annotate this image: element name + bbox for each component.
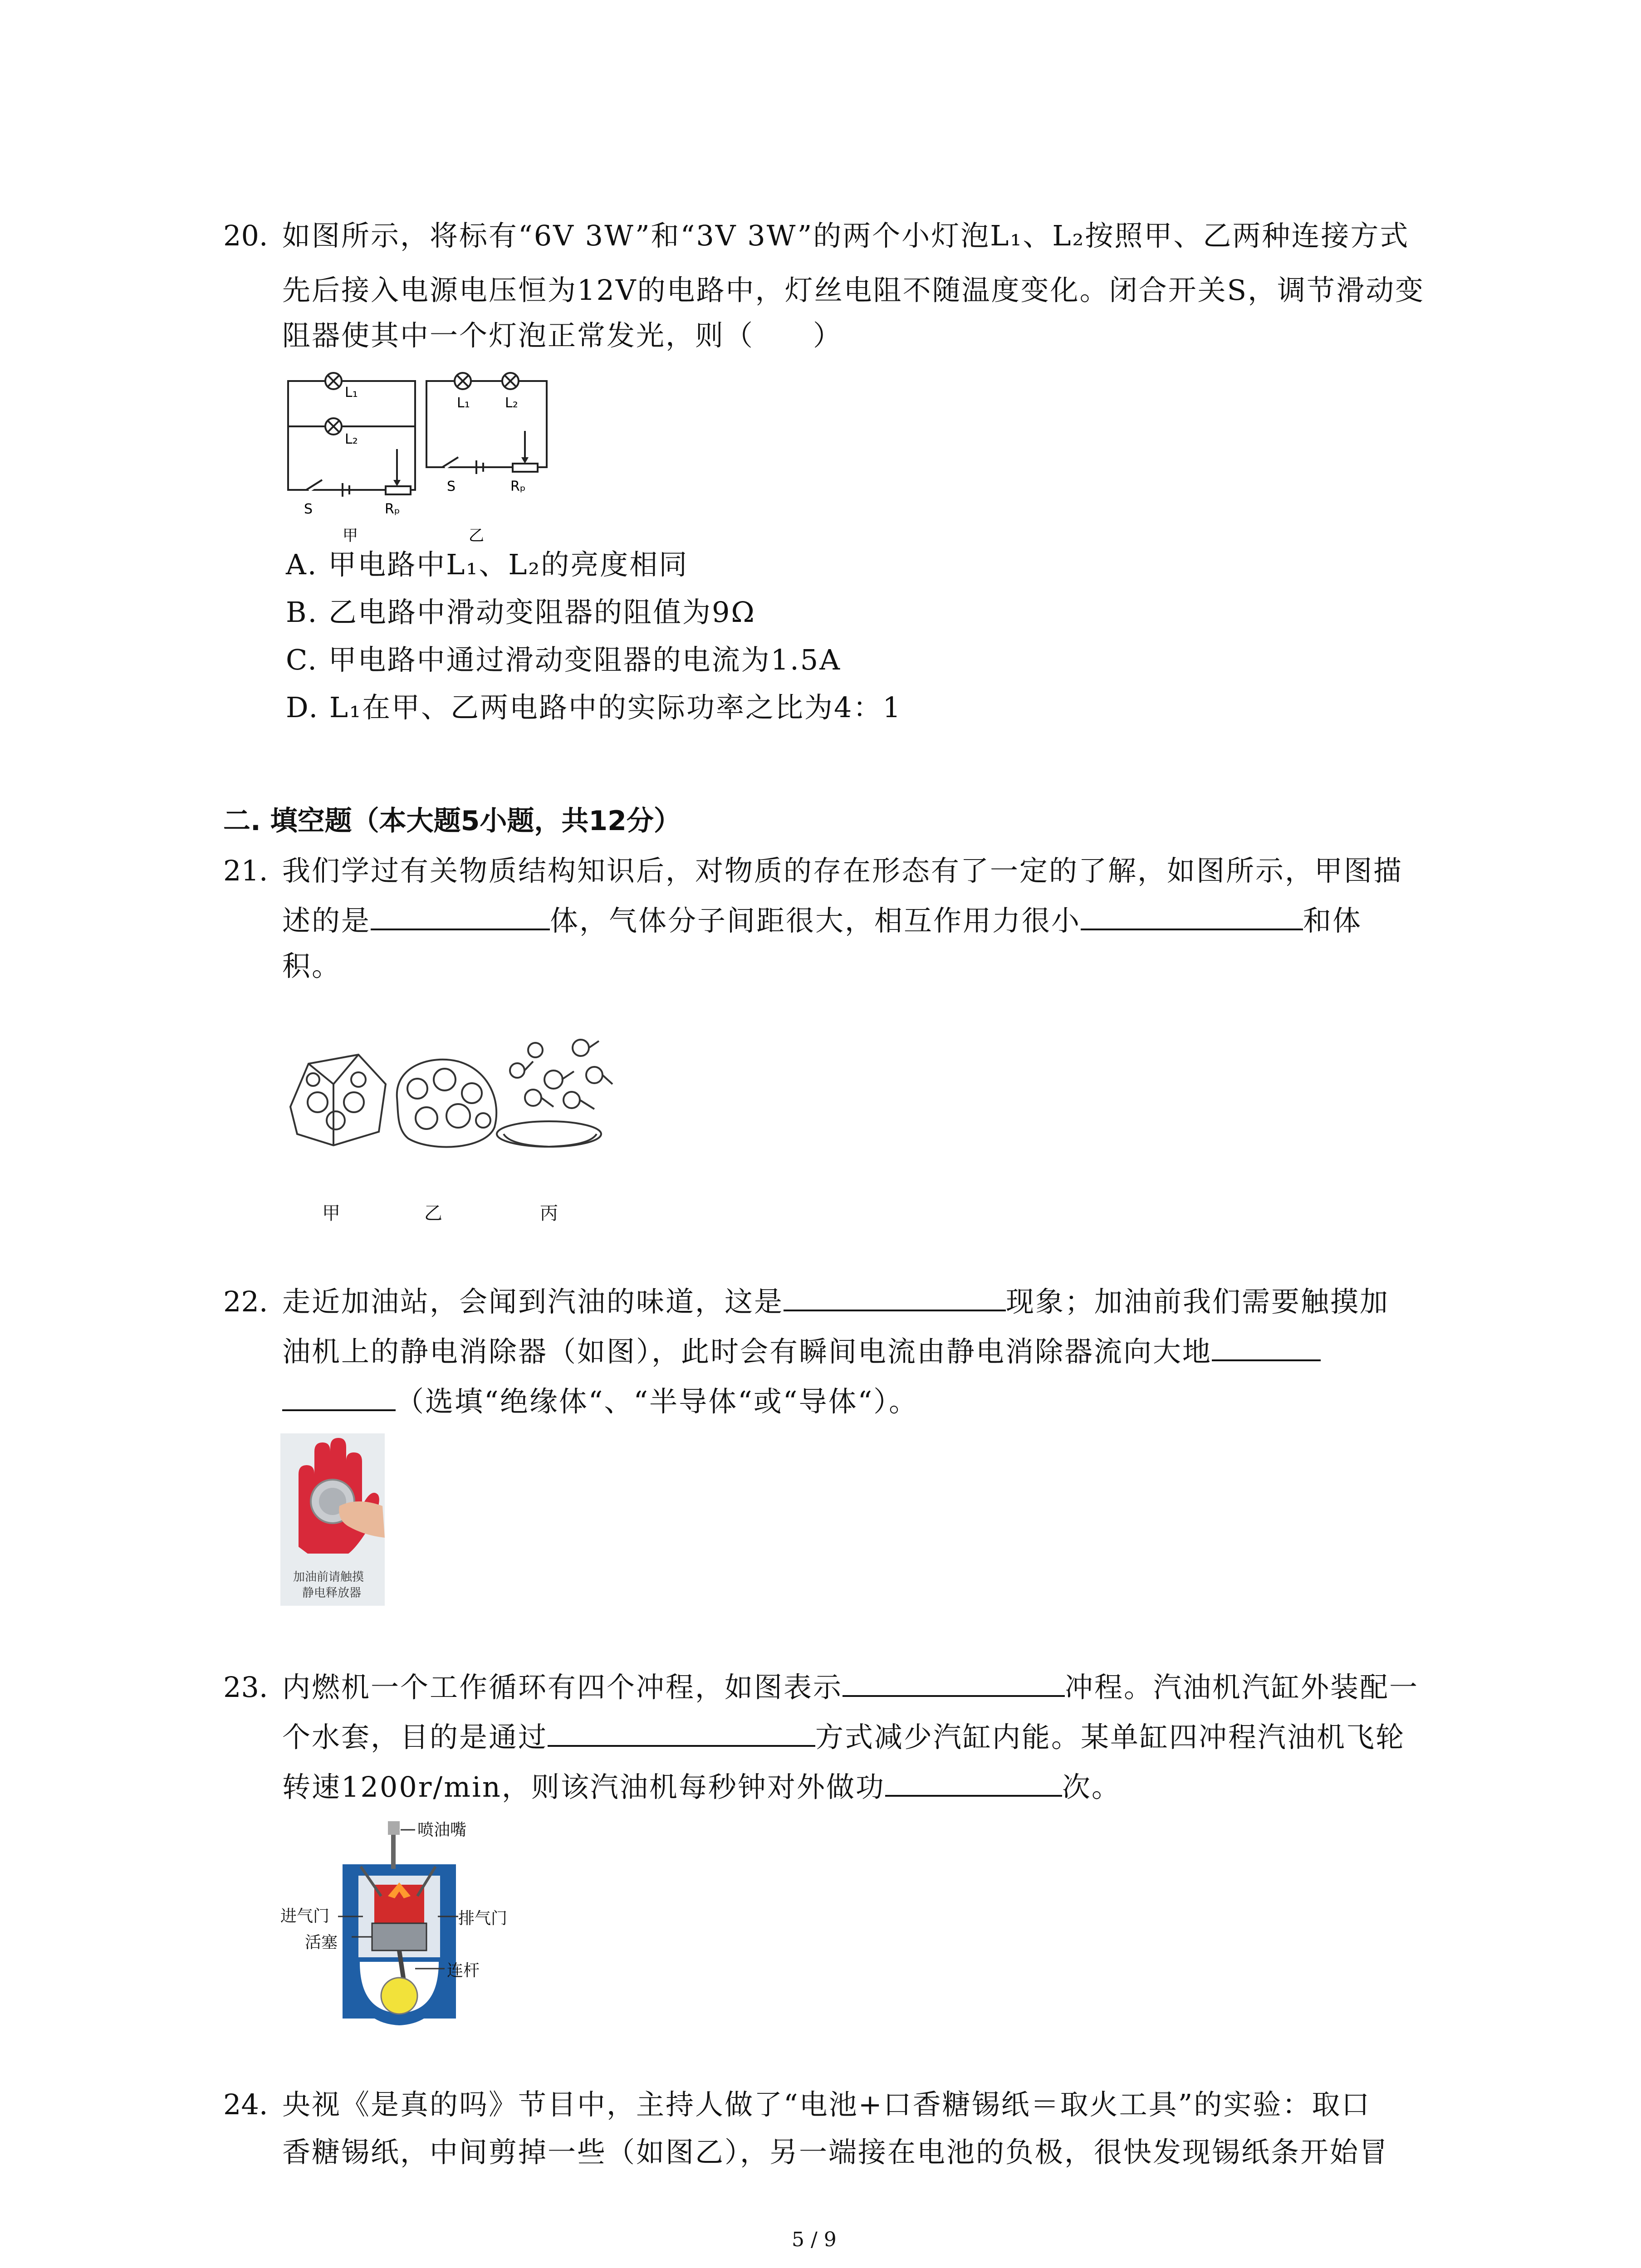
static-eliminator-photo — [280, 1433, 385, 1606]
engine-label-rod: 连杆 — [447, 1961, 480, 1980]
q22-line-2 — [282, 1334, 1321, 1370]
q23-line-3-a: 转速1200r/min，则该汽油机每秒钟对外做功 — [282, 1770, 885, 1804]
q23-line-2-b: 方式减少汽缸内能。某单缸四冲程汽油机飞轮 — [815, 1721, 1406, 1754]
q23-line-2 — [282, 1719, 1405, 1755]
q22-number: 22. — [223, 1285, 268, 1318]
q23-number: 23. — [223, 1671, 268, 1704]
q23-line-1 — [282, 1669, 1419, 1706]
q20-option-d: D. L₁在甲、乙两电路中的实际功率之比为4：1 — [286, 691, 902, 724]
q20-stem-line-3: 阻器使其中一个灯泡正常发光，则（ ） — [282, 319, 843, 352]
circuit-jia-caption: 甲 — [343, 527, 358, 544]
circuit-jia-s-label: S — [304, 501, 313, 517]
circuit-yi-s-label: S — [447, 479, 456, 494]
q24-line-2: 香糖锡纸，中间剪掉一些（如图乙），另一端接在电池的负极，很快发现锡纸条开始冒 — [282, 2136, 1389, 2169]
q21-line-2 — [282, 903, 1362, 939]
q23-line-1-b: 冲程。汽油机汽缸外装配一 — [1065, 1671, 1419, 1704]
q24-line-1: 央视《是真的吗》节目中，主持人做了“电池+口香糖锡纸＝取火工具”的实验：取口 — [282, 2088, 1371, 2121]
q20-stem-line-1: 如图所示，将标有“6V 3W”和“3V 3W”的两个小灯泡L₁、L₂按照甲、乙两种连接方式 — [282, 219, 1410, 252]
circuit-yi-caption: 乙 — [469, 527, 484, 544]
q22-line-1-a: 走近加油站，会闻到汽油的味道，这是 — [282, 1285, 784, 1318]
engine-label-nozzle: 喷油嘴 — [417, 1821, 467, 1839]
q23-line-3-b: 次。 — [1062, 1770, 1121, 1804]
q20-option-c: C. 甲电路中通过滑动变阻器的电流为1.5A — [286, 643, 842, 676]
q22-line-3-text: （选填“绝缘体“、“半导体“或“导体“）。 — [396, 1385, 919, 1418]
circuit-diagram-yi — [420, 372, 556, 544]
q22-line-1 — [282, 1284, 1389, 1320]
photo-text-line-1: 加油前请触摸 — [293, 1570, 364, 1584]
q22-answer-blank-2[interactable] — [1212, 1337, 1321, 1361]
circuit-jia-l1-label: L₁ — [345, 385, 358, 401]
q22-line-3 — [282, 1383, 918, 1420]
q23-answer-blank-1[interactable] — [843, 1672, 1065, 1697]
q23-line-1-a: 内燃机一个工作循环有四个冲程，如图表示 — [282, 1671, 843, 1704]
figure-caption-yi: 乙 — [424, 1203, 442, 1224]
page-number: 5 / 9 — [792, 2228, 837, 2251]
circuit-jia-l2-label: L₂ — [345, 431, 358, 447]
q20-option-b: B. 乙电路中滑动变阻器的阻值为9Ω — [286, 596, 756, 629]
q24-number: 24. — [223, 2088, 268, 2121]
q23-line-2-a: 个水套，目的是通过 — [282, 1721, 548, 1754]
q21-answer-blank-1[interactable] — [371, 906, 550, 930]
q22-answer-blank-1[interactable] — [784, 1287, 1006, 1311]
figure-caption-jia: 甲 — [322, 1203, 340, 1224]
q22-line-2-text: 油机上的静电消除器（如图），此时会有瞬间电流由静电消除器流向大地 — [282, 1335, 1212, 1368]
circuit-yi-l1-label: L₁ — [457, 395, 470, 411]
section-heading: 二. 填空题（本大题5小题，共12分） — [223, 805, 681, 837]
q21-answer-blank-2[interactable] — [1081, 906, 1303, 930]
q22-answer-blank-2-continued[interactable] — [282, 1387, 396, 1411]
q23-answer-blank-3[interactable] — [885, 1772, 1062, 1797]
engine-label-exhaust: 排气门 — [458, 1909, 508, 1928]
states-of-matter-figure — [281, 1030, 640, 1202]
q21-line-2-c: 和体 — [1303, 904, 1362, 937]
circuit-yi-rp-label: Rₚ — [510, 479, 526, 494]
q22-line-1-b: 现象；加油前我们需要触摸加 — [1006, 1285, 1390, 1318]
circuit-yi-l2-label: L₂ — [505, 395, 518, 411]
circuit-jia-rp-label: Rₚ — [385, 501, 400, 517]
q21-line-2-a: 述的是 — [282, 904, 371, 937]
circuit-diagram-jia — [281, 372, 426, 544]
q21-line-2-b: 体，气体分子间距很大，相互作用力很小 — [550, 904, 1081, 937]
photo-text-line-2: 静电释放器 — [302, 1586, 362, 1600]
q20-stem-line-2: 先后接入电源电压恒为12V的电路中，灯丝电阻不随温度变化。闭合开关S，调节滑动变 — [282, 274, 1425, 307]
q21-line-3: 积。 — [282, 949, 342, 982]
q21-line-1: 我们学过有关物质结构知识后，对物质的存在形态有了一定的了解，如图所示，甲图描 — [282, 854, 1403, 887]
engine-label-intake: 进气门 — [280, 1907, 330, 1926]
engine-label-piston: 活塞 — [305, 1933, 338, 1952]
q20-number: 20. — [223, 219, 268, 252]
q23-answer-blank-2[interactable] — [548, 1722, 815, 1747]
q20-option-a: A. 甲电路中L₁、L₂的亮度相同 — [286, 548, 689, 581]
figure-caption-bing: 丙 — [540, 1203, 558, 1224]
q23-line-3 — [282, 1769, 1121, 1805]
q21-number: 21. — [223, 854, 268, 887]
